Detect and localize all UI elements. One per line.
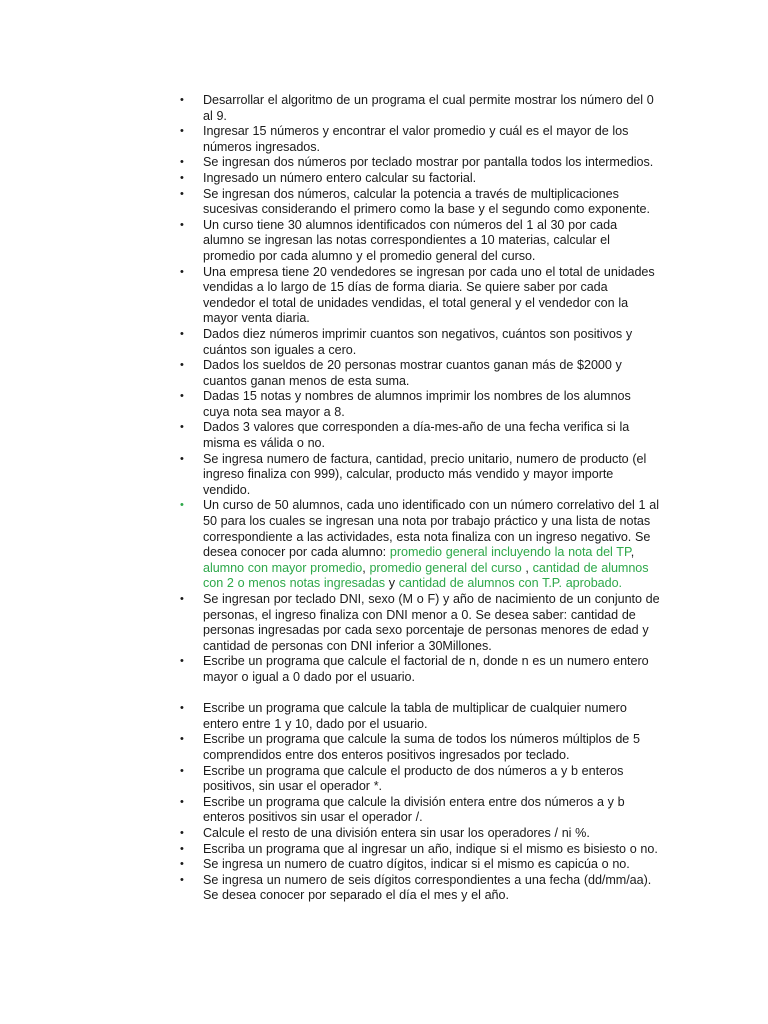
list-item — [180, 93, 660, 124]
list-item-text: Dados los sueldos de 20 personas mostrar cuantos ganan más de $2000 y cuantos ganan menos de esta suma. — [203, 358, 622, 388]
bullet-icon: • — [180, 733, 184, 746]
list-item — [180, 592, 660, 654]
bullet-icon: • — [180, 265, 184, 278]
separator-text: , — [630, 545, 635, 560]
list-item-text: Dados diez números imprimir cuantos son negativos, cuántos son positivos y cuántos son iguales a cero. — [203, 326, 633, 357]
highlight-tp-aprobado: cantidad de alumnos con T.P. aprobado. — [398, 576, 622, 591]
list-item — [180, 826, 660, 842]
list-item-text: Escribe un programa que calcule el producto de dos números a y b enteros positivos, sin usar el operador *. — [203, 763, 624, 794]
list-item — [180, 218, 660, 265]
list-item — [180, 389, 660, 420]
bullet-icon: • — [180, 764, 184, 777]
highlight-alumno-mayor-promedio: alumno con mayor promedio — [203, 560, 363, 575]
list-item-text: Un curso de 50 alumnos, cada uno identificado con un número correlativo del 1 al 50 para los cuales se ingresan una nota por trabajo práctico y una lista de notas correspondiente a las actividades, esta nota finaliza con un ingreso negativo. Se desea conocer por cada alumno: — [203, 498, 659, 560]
bullet-icon: • — [180, 795, 184, 808]
list-item-text: Dadas 15 notas y nombres de alumnos imprimir los nombres de los alumnos cuya nota sea mayor a 8. — [203, 389, 631, 419]
list-item-text: Desarrollar el algoritmo de un programa el cual permite mostrar los número del 0 al 9. — [203, 93, 654, 123]
separator-text: y — [385, 576, 399, 591]
list-item-highlighted — [180, 498, 660, 592]
bullet-icon: • — [180, 452, 184, 465]
list-item — [180, 124, 660, 155]
bullet-icon: • — [180, 593, 184, 605]
bullet-icon: • — [180, 171, 184, 184]
highlight-promedio-general: promedio general incluyendo la nota del TP — [389, 545, 631, 560]
list-item-text: Se ingresan dos números por teclado mostrar por pantalla todos los intermedios. — [203, 155, 654, 170]
list-item — [180, 732, 660, 763]
bullet-icon: • — [180, 842, 184, 855]
list-item-text: Un curso tiene 30 alumnos identificados con números del 1 al 30 por cada alumno se ingresan las notas correspondientes a 10 materias, calcular el promedio por cada alumno y el promedio general del curso. — [203, 217, 618, 263]
list-item — [180, 701, 660, 732]
bullet-icon: • — [180, 327, 184, 340]
list-item — [180, 327, 660, 358]
bullet-icon: • — [180, 655, 184, 668]
list-item — [180, 795, 660, 826]
list-item — [180, 265, 660, 327]
bullet-icon: • — [180, 187, 184, 200]
separator-text: , — [521, 560, 533, 575]
list-item-text: Escribe un programa que calcule la suma de todos los números múltiplos de 5 comprendidos entre dos enteros positivos ingresados por teclado. — [203, 732, 640, 762]
list-item — [180, 857, 660, 873]
bullet-icon: • — [180, 826, 184, 839]
list-item-text: Escriba un programa que al ingresar un año, indique si el mismo es bisiesto o no. — [203, 841, 658, 856]
list-item-text: Calcule el resto de una división entera sin usar los operadores / ni %. — [203, 825, 590, 840]
highlight-cantidad-notas: cantidad de alumnos con 2 o menos notas ingresadas — [203, 560, 649, 591]
list-item-text: Escribe un programa que calcule el factorial de n, donde n es un numero entero mayor o igual a 0 dado por el usuario. — [203, 654, 649, 684]
bullet-icon: • — [180, 359, 184, 372]
list-item — [180, 764, 660, 795]
list-item-text: Dados 3 valores que corresponden a día-mes-año de una fecha verifica si la misma es válida o no. — [203, 420, 630, 451]
list-item-text: Se ingresan por teclado DNI, sexo (M o F) y año de nacimiento de un conjunto de personas, el ingreso finaliza con DNI menor a 0. Se desea saber: cantidad de personas ingresadas por cada sexo porcentaje de personas menores de edad y cantidad de personas con DNI inferior a 30Millones. — [203, 592, 660, 653]
list-item — [180, 187, 660, 218]
list-item — [180, 358, 660, 389]
highlight-promedio-curso: promedio general del curso — [369, 560, 522, 575]
list-item — [180, 155, 660, 171]
list-item-text: Escribe un programa que calcule la tabla de multiplicar de cualquier numero entero entre 1 y 10, dado por el usuario. — [203, 701, 627, 731]
list-item-text: Ingresar 15 números y encontrar el valor promedio y cuál es el mayor de los números ingresados. — [203, 124, 629, 154]
bullet-icon: • — [180, 156, 184, 169]
list-item — [180, 452, 660, 499]
bullet-icon: • — [180, 218, 184, 231]
list-item — [180, 873, 660, 904]
list-item — [180, 171, 660, 187]
list-item — [180, 420, 660, 451]
list-item — [180, 654, 660, 685]
bullet-icon: • — [180, 858, 184, 871]
bullet-icon: • — [180, 421, 184, 434]
bullet-icon: • — [180, 873, 184, 886]
bullet-icon: • — [180, 94, 184, 106]
list-item-text: Se ingresa numero de factura, cantidad, precio unitario, numero de producto (el ingreso finaliza con 999), calcular, producto más vendido y mayor importe vendido. — [203, 451, 647, 497]
bullet-icon: • — [180, 125, 184, 138]
list-item-text: Ingresado un número entero calcular su factorial. — [203, 170, 477, 185]
bullet-icon: • — [180, 702, 184, 715]
green-bullet-icon: • — [180, 499, 184, 512]
list-item-text: Una empresa tiene 20 vendedores se ingresan por cada uno el total de unidades vendidas a lo largo de 15 días de forma diaria. Se quiere saber por cada vendedor el total de unidades vendidas, el total general y el vendedor con la mayor venta diaria. — [203, 264, 655, 326]
list-item-text: Escribe un programa que calcule la división entera entre dos números a y b enteros positivos sin usar el operador /. — [203, 794, 625, 825]
list-item — [180, 842, 660, 858]
exercise-list — [180, 93, 660, 904]
bullet-icon: • — [180, 390, 184, 403]
list-item-text: Se ingresa un numero de cuatro dígitos, indicar si el mismo es capicúa o no. — [203, 857, 630, 872]
list-item-text: Se ingresa un numero de seis dígitos correspondientes a una fecha (dd/mm/aa). Se desea conocer por separado el día el mes y el año. — [203, 872, 652, 903]
separator-text: , — [362, 560, 370, 575]
list-item-text: Se ingresan dos números, calcular la potencia a través de multiplicaciones sucesivas considerando el primero como la base y el segundo como exponente. — [203, 186, 650, 217]
